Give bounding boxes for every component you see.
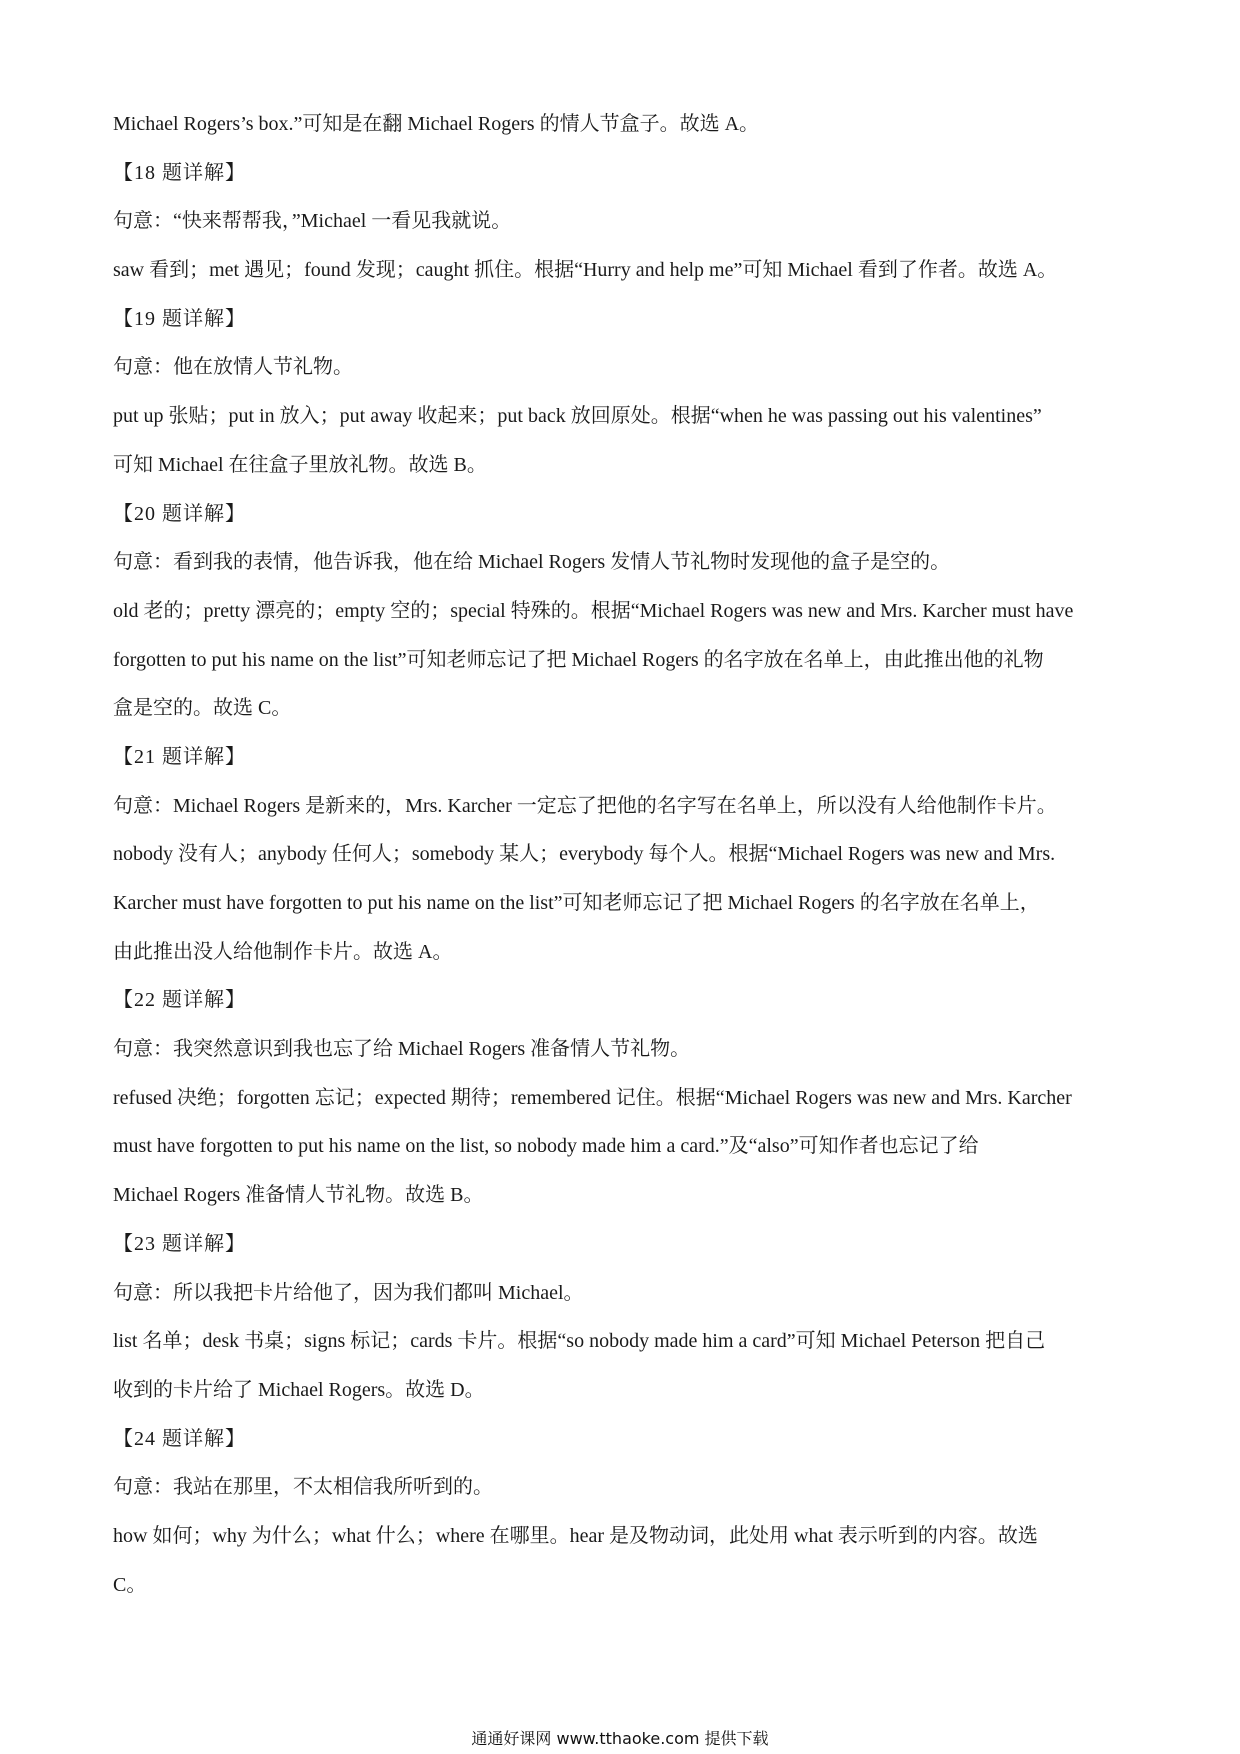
document-body: [113, 100, 1133, 1609]
paragraph-line: list 名单；desk 书桌；signs 标记；cards 卡片。根据“so nobody made him a card”可知 Michael Peterson 把自己: [113, 1330, 1046, 1353]
section-heading: 【18 题详解】: [113, 161, 246, 184]
paragraph-line: old 老的；pretty 漂亮的；empty 空的；special 特殊的。根据“Michael Rogers was new and Mrs. Karcher must have: [113, 599, 1074, 622]
paragraph-line: forgotten to put his name on the list”可知老师忘记了把 Michael Rogers 的名字放在名单上，由此推出他的礼物: [113, 648, 1044, 671]
section-heading: 【20 题详解】: [113, 502, 246, 525]
section-heading: 【22 题详解】: [113, 989, 246, 1012]
paragraph-line: 盒是空的。故选 C。: [113, 697, 292, 720]
paragraph-line: 句意：Michael Rogers 是新来的，Mrs. Karcher 一定忘了把他的名字写在名单上，所以没有人给他制作卡片。: [113, 794, 1057, 817]
paragraph-line: 句意：看到我的表情，他告诉我，他在给 Michael Rogers 发情人节礼物时发现他的盒子是空的。: [113, 551, 951, 574]
paragraph-line: 可知 Michael 在往盒子里放礼物。故选 B。: [113, 453, 487, 476]
section-heading: 【23 题详解】: [113, 1232, 246, 1255]
paragraph-line: Michael Rogers’s box.”可知是在翻 Michael Rogers 的情人节盒子。故选 A。: [113, 113, 760, 135]
paragraph-line: Michael Rogers 准备情人节礼物。故选 B。: [113, 1184, 484, 1207]
paragraph-line: must have forgotten to put his name on the list, so nobody made him a card.”及“also”可知作者也忘记了给: [113, 1135, 979, 1158]
paragraph-line: saw 看到；met 遇见；found 发现；caught 抓住。根据“Hurry and help me”可知 Michael 看到了作者。故选 A。: [113, 259, 1058, 282]
paragraph-line: nobody 没有人；anybody 任何人；somebody 某人；everybody 每个人。根据“Michael Rogers was new and Mrs.: [113, 843, 1056, 866]
paragraph-line: 由此推出没人给他制作卡片。故选 A。: [113, 940, 453, 963]
paragraph-line: put up 张贴；put in 放入；put away 收起来；put back 放回原处。根据“when he was passing out his valentines”: [113, 405, 1042, 428]
paragraph-line: C。: [113, 1573, 147, 1596]
paragraph-line: 句意：他在放情人节礼物。: [113, 356, 353, 379]
paragraph-line: 句意：我站在那里，不太相信我所听到的。: [113, 1476, 493, 1499]
paragraph-line: refused 决绝；forgotten 忘记；expected 期待；remembered 记住。根据“Michael Rogers was new and Mrs. Karcher: [113, 1086, 1072, 1109]
paragraph-line: 句意：我突然意识到我也忘了给 Michael Rogers 准备情人节礼物。: [113, 1038, 691, 1061]
paragraph-line: how 如何；why 为什么；what 什么；where 在哪里。hear 是及物动词，此处用 what 表示听到的内容。故选: [113, 1524, 1038, 1547]
paragraph-line: 收到的卡片给了 Michael Rogers。故选 D。: [113, 1378, 485, 1401]
paragraph-line: 句意：“快来帮帮我，”Michael 一看见我就说。: [113, 210, 512, 233]
page-footer: 通通好课网 www.tthaoke.com 提供下载: [471, 1729, 769, 1748]
paragraph-line: Karcher must have forgotten to put his name on the list”可知老师忘记了把 Michael Rogers 的名字放在名单上，: [113, 892, 1040, 914]
section-heading: 【21 题详解】: [113, 745, 246, 768]
paragraph-line: 句意：所以我把卡片给他了，因为我们都叫 Michael。: [113, 1281, 584, 1304]
section-heading: 【19 题详解】: [113, 307, 246, 330]
section-heading: 【24 题详解】: [113, 1427, 246, 1450]
